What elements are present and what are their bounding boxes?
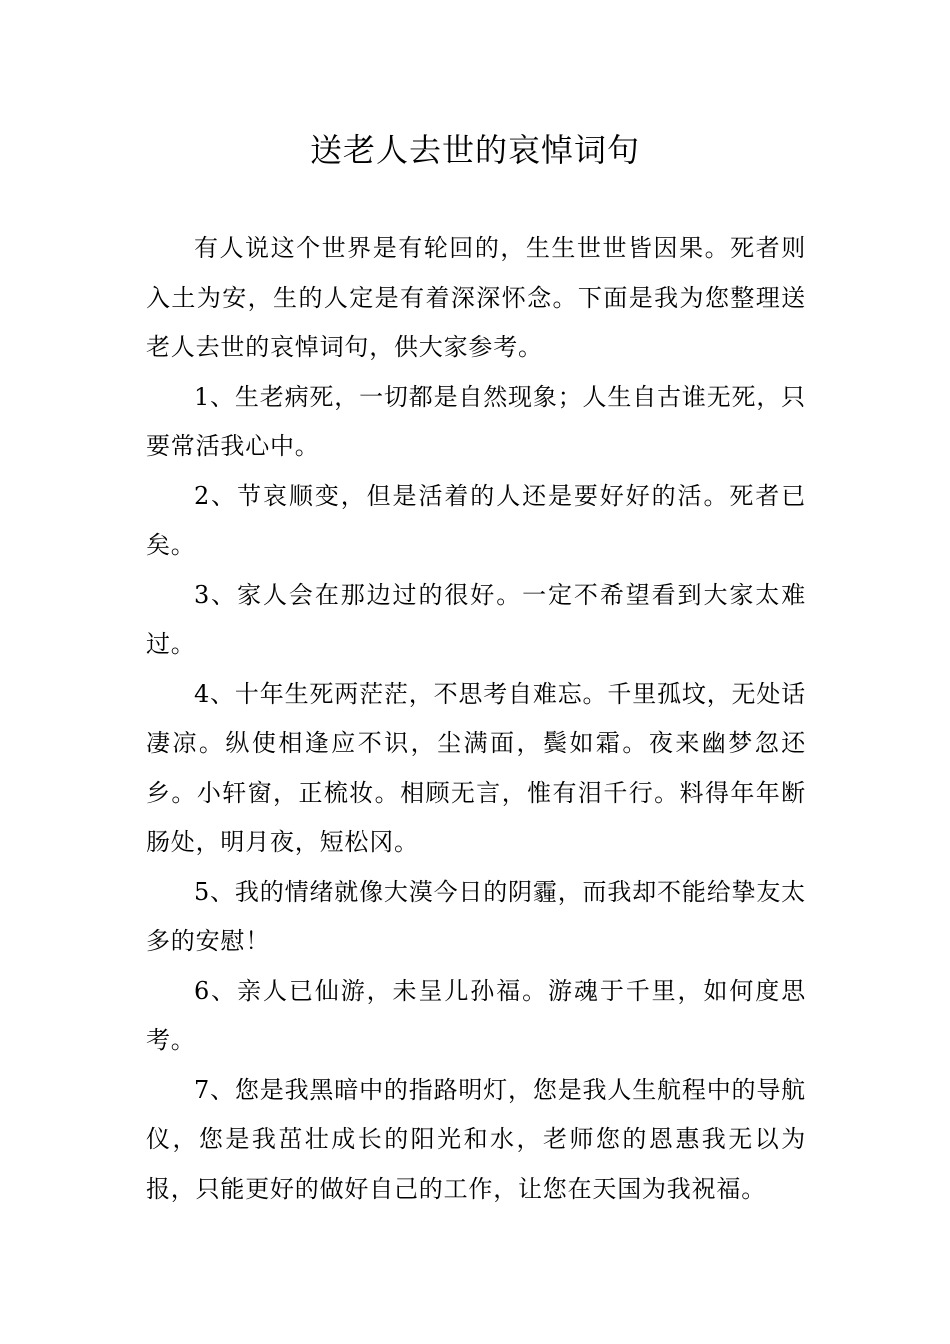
paragraph-item-7: 7、您是我黑暗中的指路明灯，您是我人生航程中的导航仪，您是我茁壮成长的阳光和水，老师您的恩惠我无以为报，只能更好的做好自己的工作，让您在天国为我祝福。 [146, 1075, 806, 1203]
paragraph-intro: 有人说这个世界是有轮回的，生生世世皆因果。死者则入土为安，生的人定是有着深深怀念。下面是我为您整理送老人去世的哀悼词句，供大家参考。 [146, 234, 806, 361]
paragraph-item-5: 5、我的情绪就像大漠今日的阴霾，而我却不能给挚友太多的安慰！ [146, 877, 806, 955]
paragraph-item-3: 3、家人会在那边过的很好。一定不希望看到大家太难过。 [146, 580, 806, 658]
paragraph-item-4: 4、十年生死两茫茫，不思考自难忘。千里孤坟，无处话凄凉。纵使相逢应不识，尘满面，鬓如霜。夜来幽梦忽还乡。小轩窗，正梳妆。相顾无言，惟有泪千行。料得年年断肠处，明月夜，短松冈。 [146, 679, 806, 856]
paragraph-item-2: 2、节哀顺变，但是活着的人还是要好好的活。死者已矣。 [146, 481, 806, 559]
document-body [146, 224, 806, 1214]
paragraph-item-1: 1、生老病死，一切都是自然现象；人生自古谁无死，只要常活我心中。 [146, 382, 806, 460]
paragraph-item-6: 6、亲人已仙游，未呈儿孙福。游魂于千里，如何度思考。 [146, 976, 806, 1054]
document-title: 送老人去世的哀悼词句 [309, 131, 640, 169]
